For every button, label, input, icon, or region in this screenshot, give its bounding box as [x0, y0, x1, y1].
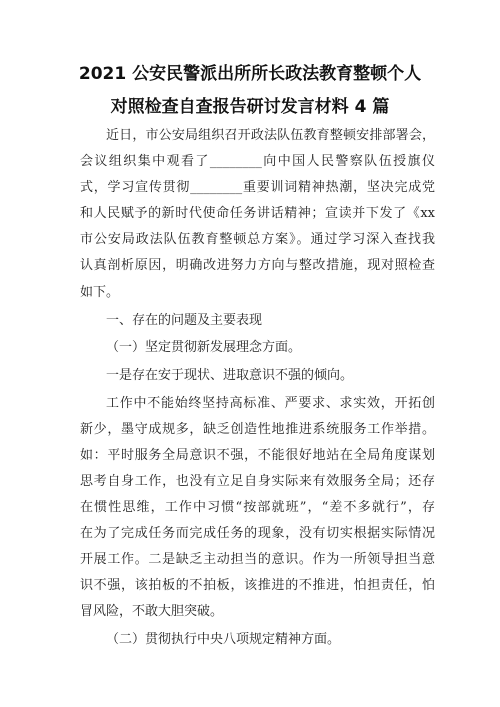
document-title-line-1: 2021 公安民警派出所所长政法教育整顿个人: [78, 64, 422, 84]
body-line-18: 识不强，该拍板的不拍板，该推进的不推进，怕担责任，怕: [80, 578, 435, 593]
body-line-7: 如下。: [80, 285, 120, 300]
body-line-1: 近日，市公安局组织召开政法队伍教育整顿安排部署会，: [106, 128, 435, 143]
body-line-14: 思考自身工作，也没有立足自身实际来有效服务全局；还存: [80, 474, 435, 489]
body-line-17: 开展工作。二是缺乏主动担当的意识。作为一所领导担当意: [80, 552, 435, 567]
body-line-4: 和人民赋予的新时代使命任务讲话精神；宣读并下发了《xx: [80, 206, 435, 221]
body-line-19: 冒风险，不敢大胆突破。: [80, 604, 224, 619]
body-line-10: 一是存在安于现状、进取意识不强的倾向。: [106, 368, 354, 383]
subsection-heading-2: （二）贯彻执行中央八项规定精神方面。: [106, 632, 341, 647]
body-line-15: 在惯性思维，工作中习惯“按部就班”，“差不多就行”，存: [80, 500, 435, 515]
section-heading-1: 一、存在的问题及主要表现: [106, 313, 263, 328]
document-title-line-2: 对照检查自查报告研讨发言材料 4 篇: [110, 97, 390, 117]
body-line-2: 会议组织集中观看了________向中国人民警察队伍授旗仪: [80, 154, 435, 169]
body-line-11: 工作中不能始终坚持高标准、严要求、求实效，开拓创: [106, 396, 435, 411]
body-line-12: 新少，墨守成规多，缺乏创造性地推进系统服务工作举措。: [80, 422, 435, 437]
subsection-heading-1: （一）坚定贯彻新发展理念方面。: [106, 340, 302, 355]
body-line-13: 如：平时服务全局意识不强，不能很好地站在全局角度谋划: [80, 448, 435, 463]
body-line-6: 认真剖析原因，明确改进努力方向与整改措施，现对照检查: [80, 258, 435, 273]
body-line-5: 市公安局政法队伍教育整顿总方案》。通过学习深入查找我: [80, 232, 435, 247]
body-line-16: 在为了完成任务而完成任务的现象，没有切实根据实际情况: [80, 526, 435, 541]
body-line-3: 式，学习宣传贯彻________重要训词精神热潮，坚决完成党: [80, 180, 435, 195]
